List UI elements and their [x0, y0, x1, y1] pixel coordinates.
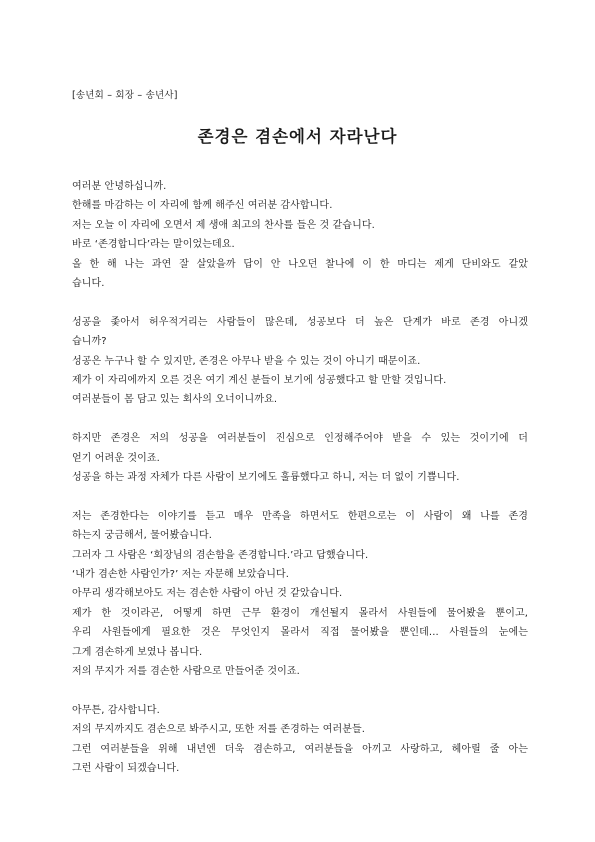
paragraph-line: 그게 겸손하게 보였나 봅니다. [72, 646, 203, 658]
paragraph-line: 하는지 궁금해서, 물어봤습니다. [72, 530, 212, 542]
paragraph-line: 그런 사람이 되겠습니다. [72, 763, 180, 775]
paragraph-line: 우리 사원들에게 필요한 것은 무엇인지 몰라서 직접 물어봤을 뿐인데... 사원들의 눈에는 [72, 627, 528, 639]
paragraph-line: 저는 오늘 이 자리에 오면서 제 생애 최고의 찬사를 들은 것 같습니다. [72, 219, 375, 231]
paragraph-line: 아무튼, 감사합니다. [72, 704, 160, 716]
paragraph-line: 습니다. [72, 278, 105, 290]
document-title: 존경은 겸손에서 자라난다 [197, 127, 398, 146]
paragraph [72, 177, 528, 293]
paragraph-line: 여러분들이 몸 담고 있는 회사의 오너이니까요. [72, 394, 278, 406]
paragraph-line: 저의 무지까지도 겸손으로 봐주시고, 또한 저를 존경하는 여러분들. [72, 724, 366, 736]
document-category: [송년회 – 회장 – 송년사] [72, 90, 178, 101]
paragraph-line: 한해를 마감하는 이 자리에 함께 해주신 여러분 감사합니다. [72, 200, 333, 212]
paragraph-line: 저는 존경한다는 이야기를 듣고 매우 만족을 하면서도 한편으로는 이 사람이 왜 나를 존경 [72, 510, 528, 522]
paragraph-line: 습니까? [72, 336, 107, 348]
paragraph [72, 701, 528, 779]
paragraph-line: 성공은 누구나 할 수 있지만, 존경은 아무나 받을 수 있는 것이 아니기 때문이죠. [72, 355, 421, 367]
paragraph [72, 313, 528, 410]
paragraph [72, 507, 528, 682]
paragraph-line: 제가 이 자리에까지 오른 것은 여기 계신 분들이 보기에 성공했다고 할 만할 것입니다. [72, 375, 447, 387]
paragraph-line: 그러자 그 사람은 ‘회장님의 겸손함을 존경합니다.’라고 답했습니다. [72, 549, 369, 561]
paragraph-line: 하지만 존경은 저의 성공을 여러분들이 진심으로 인정해주어야 받을 수 있는 것이기에 더 [72, 433, 528, 445]
paragraph-line: 여러분 안녕하십니까. [72, 181, 167, 192]
paragraph-line: 저의 무지가 저를 겸손한 사람으로 만들어준 것이죠. [72, 666, 300, 678]
paragraph-line: 성공을 좇아서 허우적거리는 사람들이 많은데, 성공보다 더 높은 단계가 바로 존경 아니겠 [72, 316, 528, 328]
paragraph-line: 얻기 어려운 것이죠. [72, 452, 160, 464]
document-body [72, 177, 528, 798]
paragraph-line: 아무리 생각해보아도 저는 겸손한 사람이 아닌 것 같았습니다. [72, 588, 343, 600]
paragraph-line: 올 한 해 나는 과연 잘 살았을까 답이 안 나오던 찰나에 이 한 마디는 제게 단비와도 같았 [72, 258, 528, 270]
paragraph-line: 바로 ‘존경합니다’라는 말이었는데요. [72, 239, 235, 251]
paragraph-line: ‘내가 겸손한 사람인가?’ 저는 자문해 보았습니다. [72, 569, 290, 581]
paragraph-line: 그런 여러분들을 위해 내년엔 더욱 겸손하고, 여러분들을 아끼고 사랑하고, 헤아릴 줄 아는 [72, 743, 528, 755]
paragraph-line: 성공을 하는 과정 자체가 다른 사람이 보기에도 훌륭했다고 하니, 저는 더 없이 기쁩니다. [72, 472, 460, 484]
paragraph-line: 제가 한 것이라곤, 어떻게 하면 근무 환경이 개선될지 몰라서 사원들에 물어봤을 뿐이고, [72, 607, 528, 619]
paragraph [72, 429, 528, 487]
